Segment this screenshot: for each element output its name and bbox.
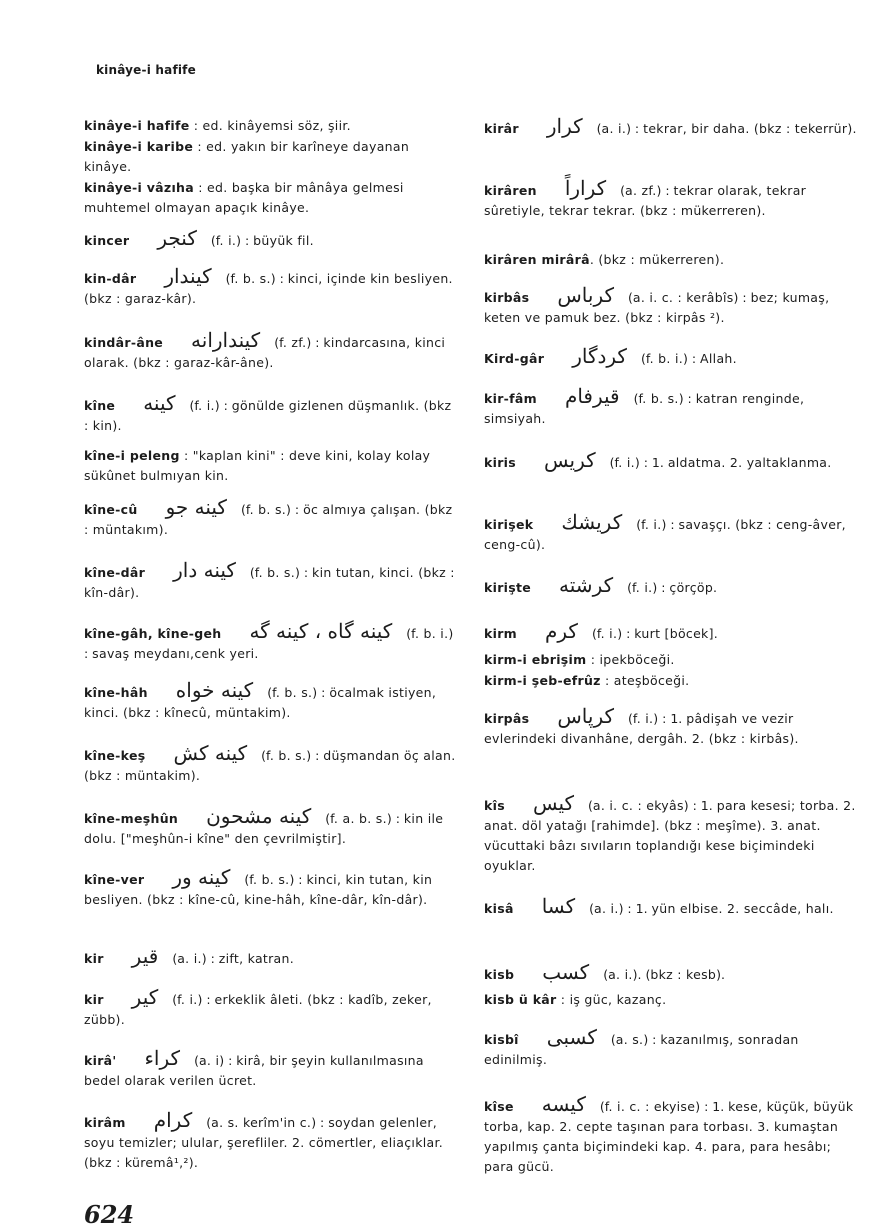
entry-definition: (f. a. b. s.) : kin ile dolu. ["meşhûn-i kîne" den çevrilmiştir]. [84, 811, 444, 846]
entry-definition: (f. b. s.) : katran renginde, simsiyah. [484, 391, 805, 426]
entry-arabic-script: كينه مشحون [206, 804, 312, 828]
entry-definition: : iş güc, kazanç. [556, 992, 667, 1007]
entry-headword: kîse [484, 1099, 514, 1114]
entry-headword: kirm-i şeb-efrûz [484, 673, 601, 688]
entry-arabic-script: كيندار [164, 264, 212, 288]
entry-definition: (f. b. s.) : öc almıya çalışan. (bkz : müntakım). [84, 502, 453, 537]
entry-definition: : ateşböceği. [600, 673, 690, 688]
dictionary-entry [484, 512, 862, 555]
entry-definition: (a. i.) : tekrar, bir daha. (bkz : tekerrür). [596, 121, 857, 136]
entry-headword: kir-fâm [484, 391, 537, 406]
entry-headword: kinâye-i karibe [84, 139, 194, 154]
dictionary-entry [484, 1027, 862, 1070]
entry-headword: kirâm [84, 1115, 126, 1130]
entry-definition: : "kaplan kini" : deve kini, kolay kolay sükûnet bulmıyan kin. [84, 448, 431, 483]
entry-headword: kirişte [484, 580, 532, 595]
dictionary-entry [484, 450, 862, 473]
dictionary-entry [84, 446, 458, 486]
entry-headword: kir [84, 992, 104, 1007]
dictionary-entry [484, 650, 862, 670]
dictionary-entry [84, 987, 458, 1030]
entry-arabic-script: قيرفام [564, 384, 620, 408]
dictionary-entry [84, 497, 458, 540]
entry-headword: kisb ü kâr [484, 992, 557, 1007]
entry-headword: kin-dâr [84, 271, 137, 286]
dictionary-entry [84, 806, 458, 849]
dictionary-entry [484, 621, 862, 644]
dictionary-entry [84, 680, 458, 723]
entry-arabic-script: كسا [541, 894, 576, 918]
entry-definition: : ed. kinâyemsi söz, şiir. [189, 118, 351, 133]
entry-headword: kîne-i peleng [84, 448, 180, 463]
entry-definition: (a. i.) : 1. yün elbise. 2. seccâde, halı. [589, 901, 834, 916]
entry-headword: kindâr-âne [84, 335, 164, 350]
entry-arabic-script: كير [131, 985, 159, 1009]
running-header: kinâye-i hafife [96, 63, 196, 77]
dictionary-entry [484, 896, 862, 919]
entry-arabic-script: كرباس [557, 283, 615, 307]
entry-definition: (f. i. c. : ekyise) : 1. kese, küçük, büyük torba, kap. 2. cepte taşınan para torbası. 3. kumaştan yapılmış çanta biçimindeki kap. 4. para, para hesâbı; para gücü. [484, 1099, 854, 1174]
entry-definition: (a. s.) : kazanılmış, sonradan edinilmiş. [484, 1032, 799, 1067]
entry-headword: kisbî [484, 1032, 519, 1047]
entry-arabic-script: كراء [144, 1046, 181, 1070]
entry-definition: . (bkz : mükerreren). [589, 252, 725, 267]
entry-headword: kinâye-i hafife [84, 118, 190, 133]
entry-headword: kiris [484, 455, 516, 470]
entry-definition: (a. i.). (bkz : kesb). [603, 967, 726, 982]
entry-arabic-script: كريشك [561, 510, 623, 534]
entry-arabic-script: كسبى [546, 1025, 597, 1049]
dictionary-entry [84, 266, 458, 309]
dictionary-entry [484, 671, 862, 691]
entry-definition: (f. b. i.) : Allah. [640, 351, 737, 366]
entry-headword: kirâ' [84, 1053, 117, 1068]
entry-definition: (a. i.) : zift, katran. [172, 951, 295, 966]
page-number: 624 [84, 1200, 135, 1229]
entry-definition: (f. i.) : kurt [böcek]. [591, 626, 719, 641]
entry-headword: kîne-dâr [84, 565, 146, 580]
dictionary-entry [84, 137, 458, 177]
dictionary-entry [84, 178, 458, 218]
entry-headword: kirâren [484, 183, 537, 198]
dictionary-entry [84, 330, 458, 373]
entry-definition: (f. i.) : çörçöp. [627, 580, 718, 595]
entry-definition: (f. b. s.) : kin tutan, kinci. (bkz : kîn-dâr). [84, 565, 455, 600]
entry-arabic-script: كريس [544, 448, 596, 472]
dictionary-entry [84, 1048, 458, 1091]
dictionary-entry [484, 285, 862, 328]
entry-headword: kirpâs [484, 711, 530, 726]
entry-definition: (a. i) : kirâ, bir şeyin kullanılmasına bedel olarak verilen ücret. [84, 1053, 424, 1088]
entry-arabic-script: كرار [546, 114, 583, 138]
entry-definition: : ed. başka bir mânâya gelmesi muhtemel olmayan apaçık kinâye. [84, 180, 404, 215]
entry-definition: (f. b. s.) : öcalmak istiyen, kinci. (bkz : kînecû, müntakim). [84, 685, 437, 720]
entry-headword: kirm-i ebrişim [484, 652, 587, 667]
entry-arabic-script: كراراً [564, 176, 607, 200]
entry-arabic-script: كنجر [157, 226, 197, 250]
entry-arabic-script: كيسه [541, 1092, 586, 1116]
dictionary-entry [84, 946, 458, 969]
dictionary-entry [484, 1094, 862, 1177]
entry-definition: (f. b. s.) : düşmandan öç alan. (bkz : müntakim). [84, 748, 456, 783]
entry-definition: (f. i.) : gönülde gizlenen düşmanlık. (bkz : kin). [84, 398, 452, 433]
dictionary-entry [84, 560, 458, 603]
dictionary-entry [484, 116, 862, 139]
entry-arabic-script: كينه گاه ، كينه گه [249, 619, 393, 643]
dictionary-entry [84, 867, 458, 910]
entry-headword: kîne-keş [84, 748, 146, 763]
entry-definition: (a. s. kerîm'in c.) : soydan gelenler, soyu temizler; ulular, şerefliler. 2. cömertler, eliaçıklar. (bkz : küremâ¹,²). [84, 1115, 444, 1170]
entry-definition: (a. i. c. : kerâbîs) : bez; kumaş, keten ve pamuk bez. (bkz : kirpâs ²). [484, 290, 830, 325]
entry-arabic-script: كينه خواه [175, 678, 254, 702]
entry-headword: kîne-cû [84, 502, 138, 517]
entry-arabic-script: كيندارانه [191, 328, 261, 352]
entry-headword: kîne-hâh [84, 685, 148, 700]
entry-headword: kinâye-i vâzıha [84, 180, 194, 195]
entry-definition: (f. i.) : erkeklik âleti. (bkz : kadîb, zeker, zübb). [84, 992, 432, 1027]
dictionary-entry [84, 1110, 458, 1173]
entry-headword: kir [84, 951, 104, 966]
entry-headword: kîne-ver [84, 872, 145, 887]
entry-arabic-script: كرپاس [557, 704, 615, 728]
entry-definition: (f. i.) : savaşçı. (bkz : ceng-âver, ceng-cû). [484, 517, 846, 552]
entry-definition: (f. i.) : 1. pâdişah ve vezir evlerindeki divanhâne, dergâh. 2. (bkz : kirbâs). [484, 711, 799, 746]
dictionary-entry [484, 178, 862, 221]
entry-definition: (f. i.) : büyük fil. [210, 233, 314, 248]
entry-arabic-script: كينه [143, 391, 176, 415]
entry-headword: kisâ [484, 901, 514, 916]
entry-headword: kincer [84, 233, 130, 248]
entry-headword: kirm [484, 626, 517, 641]
dictionary-entry [484, 250, 862, 270]
dictionary-entry [84, 393, 458, 436]
entry-headword: kisb [484, 967, 515, 982]
entry-arabic-script: كرم [545, 619, 578, 643]
entry-definition: : ed. yakın bir karîneye dayanan kinâye. [84, 139, 410, 174]
entry-headword: Kird-gâr [484, 351, 545, 366]
dictionary-entry [84, 116, 458, 136]
entry-arabic-script: كرشته [559, 573, 614, 597]
entry-definition: (a. i. c. : ekyâs) : 1. para kesesi; torba. 2. anat. döl yatağı [rahimde]. (bkz : meşîme). 3. anat. vücuttaki bâzı sıvıların toplandığı kese biçimindeki oyuklar. [484, 798, 856, 873]
entry-headword: kîs [484, 798, 505, 813]
dictionary-entry [484, 386, 862, 429]
entry-definition: (f. zf.) : kindarcasına, kinci olarak. (bkz : garaz-kâr-âne). [84, 335, 446, 370]
entry-arabic-script: قير [131, 944, 159, 968]
entry-arabic-script: كينه كش [173, 741, 248, 765]
entry-arabic-script: كينه دار [173, 558, 236, 582]
dictionary-entry [84, 743, 458, 786]
dictionary-entry [484, 793, 862, 876]
entry-arabic-script: كسب [542, 960, 590, 984]
entry-definition: (a. zf.) : tekrar olarak, tekrar sûretiyle, tekrar tekrar. (bkz : mükerreren). [484, 183, 807, 218]
entry-definition: : ipekböceği. [586, 652, 675, 667]
dictionary-entry [84, 228, 458, 251]
dictionary-entry [484, 962, 862, 985]
entry-arabic-script: كينه جو [165, 495, 227, 519]
entry-definition: (f. b. i.) : savaş meydanı,cenk yeri. [84, 626, 454, 661]
dictionary-entry [84, 621, 458, 664]
entry-headword: kîne-gâh, kîne-geh [84, 626, 222, 641]
dictionary-entry [484, 706, 862, 749]
entry-headword: kirâr [484, 121, 519, 136]
dictionary-entry [484, 346, 862, 369]
entry-definition: (f. i.) : 1. aldatma. 2. yaltaklanma. [609, 455, 832, 470]
entry-definition: (f. b. s.) : kinci, içinde kin besliyen. (bkz : garaz-kâr). [84, 271, 453, 306]
entry-arabic-script: كردگار [572, 344, 627, 368]
dictionary-entry [484, 575, 862, 598]
entry-arabic-script: كرام [153, 1108, 193, 1132]
entry-headword: kirbâs [484, 290, 530, 305]
entry-arabic-script: كيس [532, 791, 575, 815]
entry-headword: kîne-meşhûn [84, 811, 179, 826]
entry-definition: (f. b. s.) : kinci, kin tutan, kin besliyen. (bkz : kîne-cû, kine-hâh, kîne-dâr, kîn-dâr). [84, 872, 433, 907]
entry-headword: kîne [84, 398, 116, 413]
entry-headword: kirâren mirârâ [484, 252, 590, 267]
dictionary-entry [484, 990, 862, 1010]
entry-arabic-script: كينه ور [172, 865, 231, 889]
entry-headword: kirişek [484, 517, 534, 532]
